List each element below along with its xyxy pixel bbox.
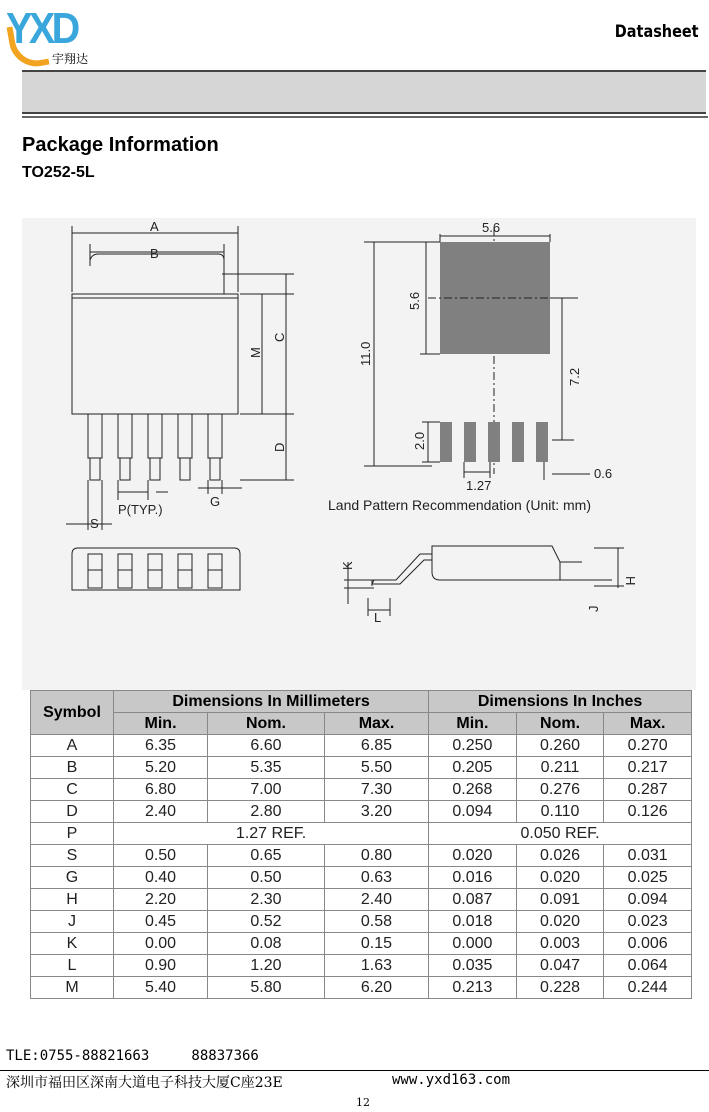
table-row: [31, 735, 692, 757]
col-header-mm-min: Min.: [114, 713, 208, 735]
symbol-cell: D: [31, 801, 114, 823]
dim-label-c: C: [272, 332, 287, 342]
dim-label-b: B: [150, 246, 159, 261]
land-pattern-caption: Land Pattern Recommendation (Unit: mm): [328, 497, 591, 513]
dim-label-m: M: [248, 347, 263, 358]
value-cell: 0.026: [516, 845, 604, 867]
value-cell: 0.110: [516, 801, 604, 823]
value-cell: 0.276: [516, 779, 604, 801]
symbol-cell: M: [31, 977, 114, 999]
value-cell: 0.65: [208, 845, 325, 867]
value-cell: 5.35: [208, 757, 325, 779]
col-header-mm-max: Max.: [324, 713, 428, 735]
land-dim-width: 5.6: [482, 220, 501, 235]
value-cell: 7.30: [324, 779, 428, 801]
ref-cell: 0.050 REF.: [429, 823, 692, 845]
value-cell: 0.023: [604, 911, 692, 933]
value-cell: 0.087: [429, 889, 517, 911]
symbol-cell: H: [31, 889, 114, 911]
value-cell: 2.20: [114, 889, 208, 911]
value-cell: 2.80: [208, 801, 325, 823]
symbol-cell: A: [31, 735, 114, 757]
value-cell: 6.60: [208, 735, 325, 757]
symbol-cell: G: [31, 867, 114, 889]
land-dim-total: 11.0: [358, 341, 373, 366]
value-cell: 2.30: [208, 889, 325, 911]
package-name: TO252-5L: [22, 164, 95, 181]
symbol-cell: K: [31, 933, 114, 955]
package-front-view: [72, 548, 240, 590]
page-number: 12: [356, 1096, 370, 1109]
symbol-cell: P: [31, 823, 114, 845]
table-row: [31, 977, 692, 999]
value-cell: 0.268: [429, 779, 517, 801]
col-header-mm-nom: Nom.: [208, 713, 325, 735]
value-cell: 0.80: [324, 845, 428, 867]
table-row: [31, 757, 692, 779]
dim-label-d: D: [272, 442, 287, 452]
section-title: Package Information: [22, 134, 219, 156]
footer-phone: TLE:0755-88821663 88837366: [6, 1048, 259, 1064]
symbol-header: Symbol: [31, 691, 114, 735]
dim-label-g: G: [210, 494, 221, 509]
header-banner: [22, 70, 706, 114]
value-cell: 0.091: [516, 889, 604, 911]
package-top-view: [66, 226, 294, 530]
land-dim-pitch: 1.27: [466, 478, 492, 493]
value-cell: 1.63: [324, 955, 428, 977]
value-cell: 0.025: [604, 867, 692, 889]
value-cell: 0.094: [604, 889, 692, 911]
symbol-cell: B: [31, 757, 114, 779]
inch-group-header: Dimensions In Inches: [429, 691, 692, 713]
table-row: [31, 823, 692, 845]
dim-label-a: A: [150, 219, 159, 234]
value-cell: 0.50: [114, 845, 208, 867]
value-cell: 0.016: [429, 867, 517, 889]
value-cell: 0.064: [604, 955, 692, 977]
value-cell: 1.20: [208, 955, 325, 977]
value-cell: 5.80: [208, 977, 325, 999]
value-cell: 0.020: [516, 911, 604, 933]
dim-label-l: L: [374, 610, 382, 625]
col-header-in-min: Min.: [429, 713, 517, 735]
land-dim-offset: 7.2: [567, 367, 582, 386]
lead-pad: [440, 422, 452, 462]
dim-label-s: S: [90, 516, 99, 531]
value-cell: 0.211: [516, 757, 604, 779]
package-drawing: [22, 218, 696, 690]
dim-label-j: J: [586, 605, 601, 612]
company-logo: [4, 4, 104, 66]
package-side-view: [344, 546, 624, 616]
lead-pad: [464, 422, 476, 462]
value-cell: 0.126: [604, 801, 692, 823]
value-cell: 0.006: [604, 933, 692, 955]
footer-website-link[interactable]: www.yxd163.com: [392, 1072, 511, 1088]
dim-label-k: K: [340, 561, 355, 570]
table-row: [31, 911, 692, 933]
lead-pad: [512, 422, 524, 462]
value-cell: 0.40: [114, 867, 208, 889]
mm-group-header: Dimensions In Millimeters: [114, 691, 429, 713]
value-cell: 0.00: [114, 933, 208, 955]
banner-divider: [22, 116, 708, 118]
footer-address: 深圳市福田区深南大道电子科技大厦C座23E: [6, 1075, 283, 1091]
value-cell: 0.018: [429, 911, 517, 933]
table-row: [31, 845, 692, 867]
lead-pad: [488, 422, 500, 462]
table-row: [31, 889, 692, 911]
value-cell: 0.217: [604, 757, 692, 779]
col-header-in-max: Max.: [604, 713, 692, 735]
land-dim-pad-width: 0.6: [594, 466, 613, 481]
value-cell: 5.20: [114, 757, 208, 779]
value-cell: 0.15: [324, 933, 428, 955]
symbol-cell: C: [31, 779, 114, 801]
doc-type-label: Datasheet: [615, 22, 699, 42]
land-dim-height: 5.6: [407, 291, 422, 310]
value-cell: 5.40: [114, 977, 208, 999]
logo-subtext: 宇翔达: [52, 52, 89, 66]
value-cell: 0.08: [208, 933, 325, 955]
table-row: [31, 801, 692, 823]
value-cell: 0.287: [604, 779, 692, 801]
value-cell: 0.035: [429, 955, 517, 977]
value-cell: 2.40: [324, 889, 428, 911]
value-cell: 0.45: [114, 911, 208, 933]
table-row: [31, 955, 692, 977]
symbol-cell: J: [31, 911, 114, 933]
logo-text: YXD: [6, 4, 77, 53]
table-row: [31, 933, 692, 955]
value-cell: 6.85: [324, 735, 428, 757]
land-pattern-pads: [440, 242, 550, 462]
value-cell: 5.50: [324, 757, 428, 779]
dim-label-h: H: [623, 576, 638, 586]
col-header-in-nom: Nom.: [516, 713, 604, 735]
footer-divider: [0, 1070, 709, 1071]
land-dim-pad-length: 2.0: [412, 431, 427, 450]
value-cell: 0.020: [516, 867, 604, 889]
value-cell: 0.260: [516, 735, 604, 757]
symbol-cell: S: [31, 845, 114, 867]
value-cell: 0.094: [429, 801, 517, 823]
value-cell: 2.40: [114, 801, 208, 823]
dimensions-table: [30, 690, 692, 999]
value-cell: 0.250: [429, 735, 517, 757]
table-row: [31, 867, 692, 889]
value-cell: 6.35: [114, 735, 208, 757]
value-cell: 0.50: [208, 867, 325, 889]
value-cell: 0.205: [429, 757, 517, 779]
value-cell: 0.58: [324, 911, 428, 933]
value-cell: 0.228: [516, 977, 604, 999]
value-cell: 0.047: [516, 955, 604, 977]
ref-cell: 1.27 REF.: [114, 823, 429, 845]
table-row: [31, 779, 692, 801]
value-cell: 0.000: [429, 933, 517, 955]
value-cell: 3.20: [324, 801, 428, 823]
value-cell: 0.63: [324, 867, 428, 889]
value-cell: 0.270: [604, 735, 692, 757]
value-cell: 0.020: [429, 845, 517, 867]
value-cell: 0.031: [604, 845, 692, 867]
value-cell: 7.00: [208, 779, 325, 801]
value-cell: 0.213: [429, 977, 517, 999]
symbol-cell: L: [31, 955, 114, 977]
lead-pad: [536, 422, 548, 462]
dim-label-p: P(TYP.): [118, 502, 163, 517]
value-cell: 0.244: [604, 977, 692, 999]
value-cell: 0.52: [208, 911, 325, 933]
value-cell: 0.003: [516, 933, 604, 955]
value-cell: 0.90: [114, 955, 208, 977]
drawing-labels: [90, 219, 638, 625]
value-cell: 6.80: [114, 779, 208, 801]
value-cell: 6.20: [324, 977, 428, 999]
